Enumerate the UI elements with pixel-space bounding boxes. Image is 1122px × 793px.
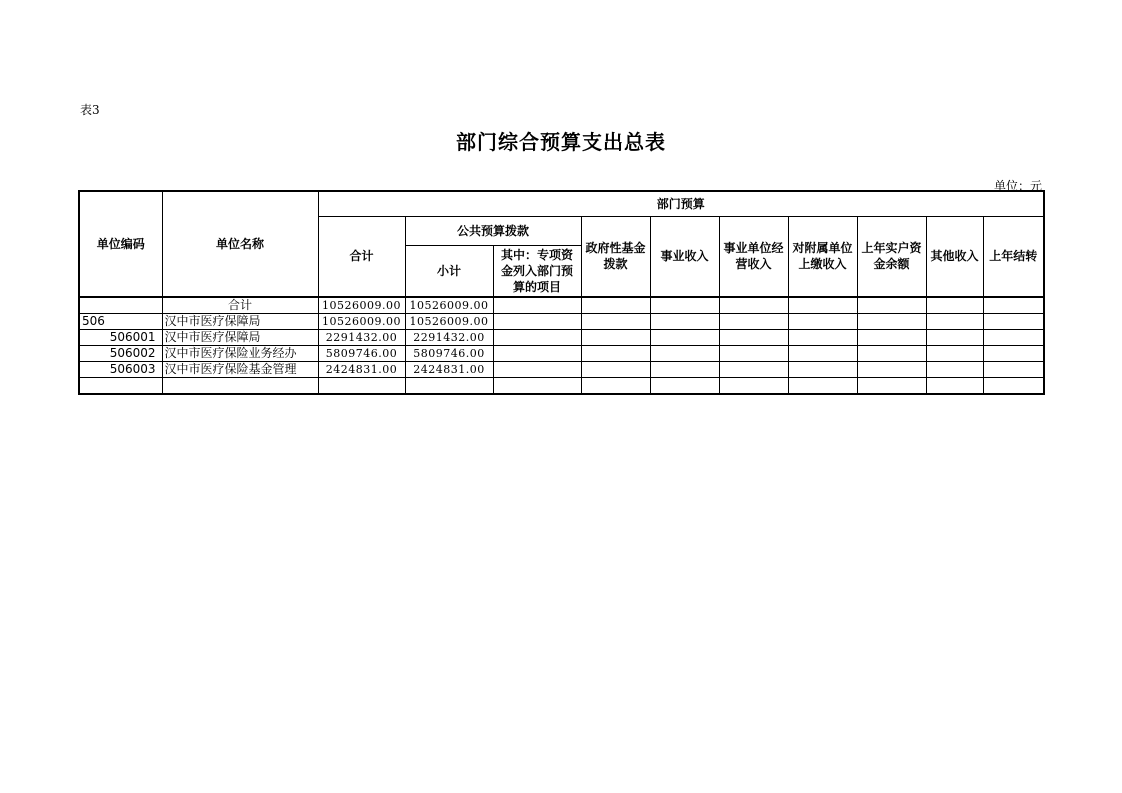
header-other-income: 其他收入	[926, 216, 983, 297]
row-subtotal: 2291432.00	[405, 330, 493, 346]
header-dept-budget: 部门预算	[318, 191, 1044, 216]
row-affiliated	[788, 314, 857, 330]
row-subtotal	[405, 378, 493, 394]
row-business	[650, 330, 719, 346]
row-name: 汉中市医疗保险基金管理	[162, 362, 318, 378]
row-subtotal: 5809746.00	[405, 346, 493, 362]
row-subtotal: 10526009.00	[405, 314, 493, 330]
row-total: 2424831.00	[318, 362, 405, 378]
row-special	[493, 314, 581, 330]
row-other	[926, 314, 983, 330]
row-business	[650, 346, 719, 362]
row-balance	[857, 314, 926, 330]
row-name: 汉中市医疗保障局	[162, 314, 318, 330]
table-row	[79, 330, 1044, 346]
row-special	[493, 330, 581, 346]
row-carryover	[983, 378, 1044, 394]
header-subtotal: 小计	[405, 245, 493, 297]
row-subtotal: 10526009.00	[405, 297, 493, 314]
row-affiliated	[788, 346, 857, 362]
table-row	[79, 314, 1044, 330]
header-prior-carryover: 上年结转	[983, 216, 1044, 297]
row-gov-fund	[581, 346, 650, 362]
row-code: 506001	[79, 330, 162, 346]
row-total: 10526009.00	[318, 314, 405, 330]
row-balance	[857, 378, 926, 394]
row-carryover	[983, 314, 1044, 330]
page-title: 部门综合预算支出总表	[456, 130, 666, 154]
table-number: 表3	[80, 103, 100, 117]
row-operating	[719, 330, 788, 346]
row-gov-fund	[581, 362, 650, 378]
row-balance	[857, 297, 926, 314]
row-business	[650, 314, 719, 330]
row-other	[926, 297, 983, 314]
row-code	[79, 297, 162, 314]
row-business	[650, 362, 719, 378]
row-total	[318, 378, 405, 394]
row-gov-fund	[581, 297, 650, 314]
row-name: 汉中市医疗保障局	[162, 330, 318, 346]
row-special	[493, 378, 581, 394]
row-balance	[857, 362, 926, 378]
budget-table	[78, 190, 1045, 395]
table-body	[79, 297, 1044, 394]
row-affiliated	[788, 362, 857, 378]
row-business	[650, 378, 719, 394]
row-code: 506003	[79, 362, 162, 378]
row-carryover	[983, 330, 1044, 346]
row-operating	[719, 362, 788, 378]
unit-label: 单位：元	[993, 179, 1042, 193]
row-gov-fund	[581, 314, 650, 330]
row-operating	[719, 378, 788, 394]
header-business-income: 事业收入	[650, 216, 719, 297]
header-total: 合计	[318, 216, 405, 297]
row-total: 2291432.00	[318, 330, 405, 346]
header-code: 单位编码	[79, 191, 162, 297]
row-gov-fund	[581, 330, 650, 346]
header-operating-income: 事业单位经营收入	[719, 216, 788, 297]
table-row	[79, 346, 1044, 362]
row-business	[650, 297, 719, 314]
header-affiliated-income: 对附属单位上缴收入	[788, 216, 857, 297]
header-gov-fund: 政府性基金拨款	[581, 216, 650, 297]
row-carryover	[983, 346, 1044, 362]
row-subtotal: 2424831.00	[405, 362, 493, 378]
header-prior-balance: 上年实户资金余额	[857, 216, 926, 297]
row-affiliated	[788, 297, 857, 314]
row-other	[926, 346, 983, 362]
table-row-empty	[79, 378, 1044, 394]
header-public-budget: 公共预算拨款	[405, 216, 581, 245]
row-name: 合计	[162, 297, 318, 314]
row-other	[926, 330, 983, 346]
row-balance	[857, 330, 926, 346]
row-carryover	[983, 297, 1044, 314]
header-name: 单位名称	[162, 191, 318, 297]
row-total: 10526009.00	[318, 297, 405, 314]
table-row	[79, 362, 1044, 378]
row-carryover	[983, 362, 1044, 378]
row-balance	[857, 346, 926, 362]
row-affiliated	[788, 378, 857, 394]
row-name	[162, 378, 318, 394]
row-name: 汉中市医疗保险业务经办	[162, 346, 318, 362]
row-code: 506002	[79, 346, 162, 362]
row-affiliated	[788, 330, 857, 346]
row-operating	[719, 297, 788, 314]
table-header	[79, 191, 1044, 297]
row-special	[493, 346, 581, 362]
row-other	[926, 378, 983, 394]
row-special	[493, 362, 581, 378]
row-code	[79, 378, 162, 394]
row-special	[493, 297, 581, 314]
row-total: 5809746.00	[318, 346, 405, 362]
row-code: 506	[79, 314, 162, 330]
row-gov-fund	[581, 378, 650, 394]
row-other	[926, 362, 983, 378]
row-operating	[719, 314, 788, 330]
row-operating	[719, 346, 788, 362]
table-row-total	[79, 297, 1044, 314]
header-special-funds: 其中：专项资金列入部门预算的项目	[493, 245, 581, 297]
